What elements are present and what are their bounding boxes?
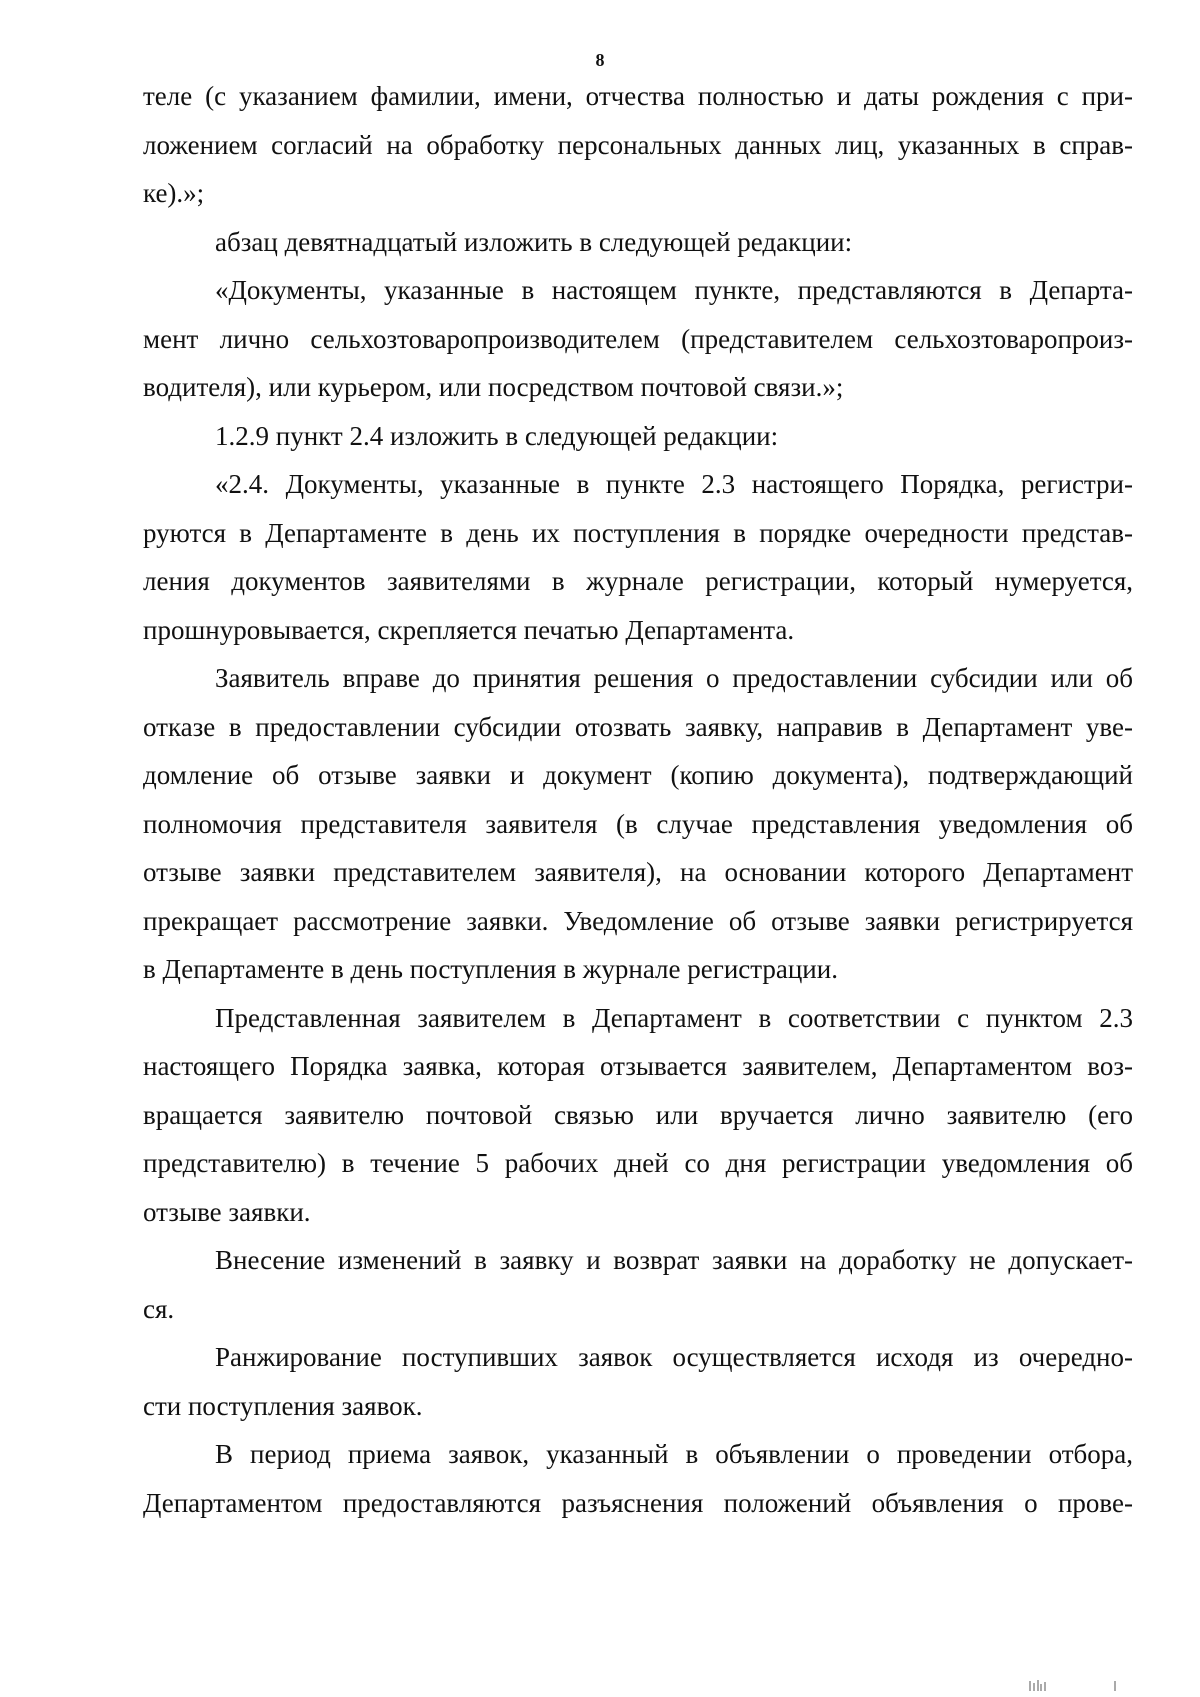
paragraph-withdrawal xyxy=(143,654,1133,994)
text-line: отказе в предоставлении субсидии отозвать заявку, направив в Департамент уве- xyxy=(143,711,1133,742)
text-line: вращается заявителю почтовой связью или вручается лично заявителю (его xyxy=(143,1099,1133,1130)
text-line: полномочия представителя заявителя (в случае представления уведомления об xyxy=(143,808,1133,839)
paragraph-quoted-amendment xyxy=(143,266,1133,412)
text-line: прошнуровывается, скрепляется печатью Департамента. xyxy=(143,614,795,645)
paragraph-no-changes xyxy=(143,1236,1133,1333)
text-line: отзыве заявки. xyxy=(143,1196,311,1227)
text-line: Заявитель вправе до принятия решения о предоставлении субсидии или об xyxy=(215,663,1133,693)
text-line: «Документы, указанные в настоящем пункте, представляются в Департа- xyxy=(215,275,1133,305)
text-line: домление об отзыве заявки и документ (копию документа), подтверждающий xyxy=(143,760,1133,790)
text-line: представителю) в течение 5 рабочих дней со дня регистрации уведомления об xyxy=(143,1148,1133,1178)
paragraph-clause-2-4 xyxy=(143,460,1133,654)
text-line: сти поступления заявок. xyxy=(143,1390,423,1421)
text-line: отзыве заявки представителем заявителя), на основании которого Департамент xyxy=(143,857,1133,887)
text-line: мент лично сельхозтоваропроизводителем (представителем сельхозтоваропроиз- xyxy=(143,323,1133,354)
document-body xyxy=(143,72,1133,1527)
text-line: абзац девятнадцатый изложить в следующей редакции: xyxy=(215,226,853,257)
text-line: руются в Департаменте в день их поступления в порядке очередности представ- xyxy=(143,517,1133,548)
text-line: ся. xyxy=(143,1293,175,1324)
text-line: настоящего Порядка заявка, которая отзывается заявителем, Департаментом воз- xyxy=(143,1051,1133,1081)
paragraph-return xyxy=(143,994,1133,1237)
paragraph-instruction xyxy=(143,218,1133,267)
paragraph-clarifications xyxy=(143,1430,1133,1527)
paragraph-ranking xyxy=(143,1333,1133,1430)
paragraph-instruction xyxy=(143,412,1133,461)
text-line: теле (с указанием фамилии, имени, отчества полностью и даты рождения с при- xyxy=(143,81,1133,111)
scan-artifact xyxy=(1020,1679,1140,1693)
paragraph-continuation xyxy=(143,72,1133,218)
text-line: ления документов заявителями в журнале регистрации, который нумеруется, xyxy=(143,566,1133,596)
text-line: В период приема заявок, указанный в объявлении о проведении отбора, xyxy=(215,1439,1133,1469)
text-line: в Департаменте в день поступления в журнале регистрации. xyxy=(143,954,838,984)
text-line: ке).»; xyxy=(143,178,205,208)
text-line: водителя), или курьером, или посредством почтовой связи.»; xyxy=(143,372,844,402)
text-line: Внесение изменений в заявку и возврат заявки на доработку не допускает- xyxy=(215,1245,1133,1275)
text-line: Представленная заявителем в Департамент в соответствии с пунктом 2.3 xyxy=(215,1002,1133,1033)
text-line: Департаментом предоставляются разъяснения положений объявления о прове- xyxy=(143,1487,1133,1518)
text-line: Ранжирование поступивших заявок осуществляется исходя из очередно- xyxy=(215,1342,1133,1372)
text-line: ложением согласий на обработку персональных данных лиц, указанных в справ- xyxy=(143,129,1133,160)
text-line: «2.4. Документы, указанные в пункте 2.3 настоящего Порядка, регистри- xyxy=(215,469,1133,499)
text-line: прекращает рассмотрение заявки. Уведомление об отзыве заявки регистрируется xyxy=(143,905,1133,936)
page-number: 8 xyxy=(595,50,605,70)
text-line: 1.2.9 пункт 2.4 изложить в следующей редакции: xyxy=(215,420,779,451)
